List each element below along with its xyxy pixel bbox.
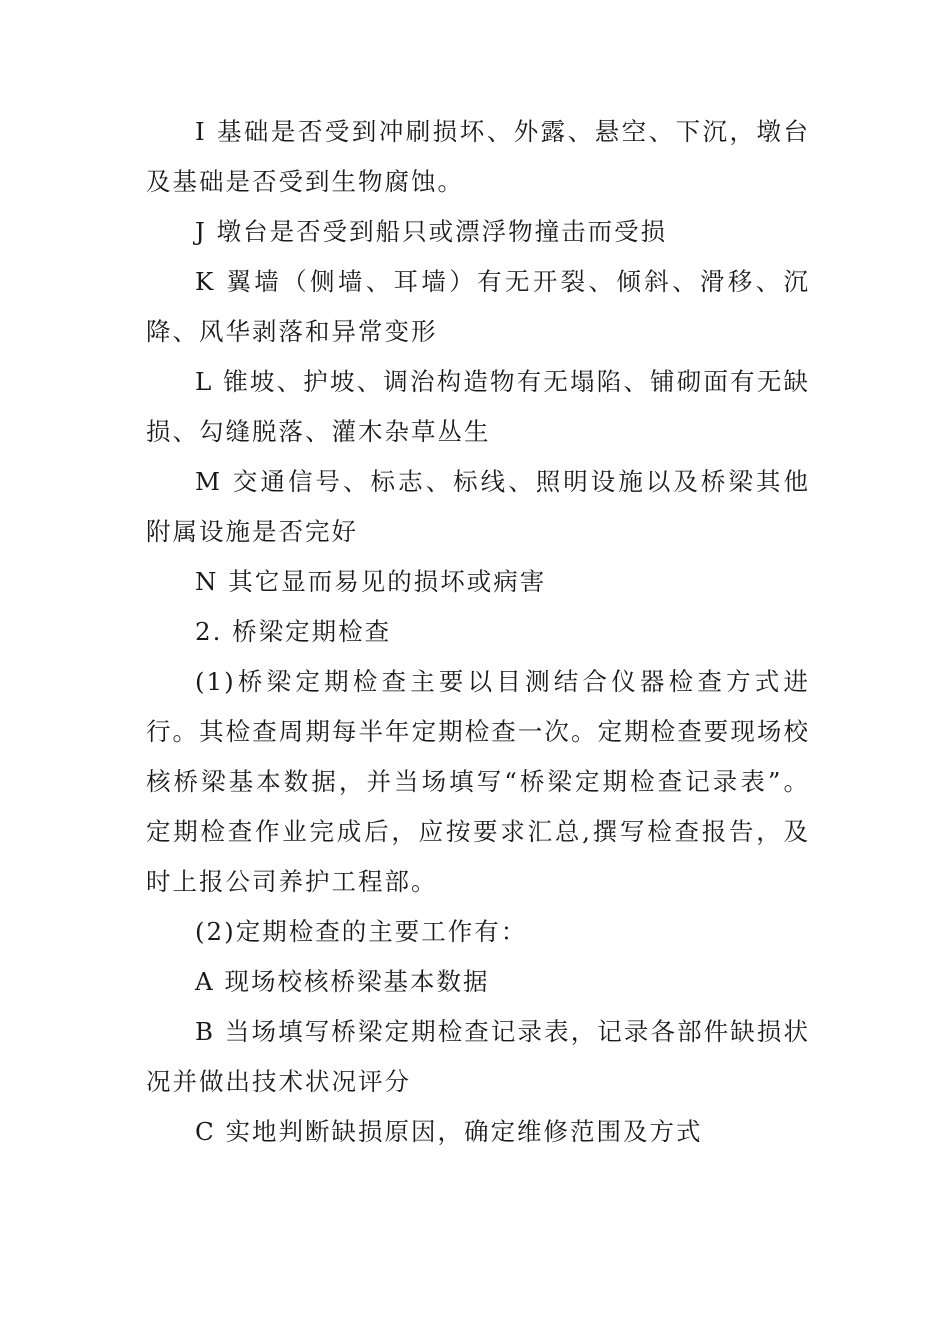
paragraph-item-l: L 锥坡、护坡、调治构造物有无塌陷、铺砌面有无缺损、勾缝脱落、灌木杂草丛生	[146, 367, 810, 446]
paragraph-item-c: C 实地判断缺损原因，确定维修范围及方式	[195, 1117, 703, 1146]
paragraph-main-work-intro: (2)定期检查的主要工作有：	[195, 917, 528, 946]
document-body	[146, 107, 810, 1157]
section-heading-periodic-inspection: 2. 桥梁定期检查	[195, 617, 392, 646]
paragraph-item-b: B 当场填写桥梁定期检查记录表，记录各部件缺损状况并做出技术状况评分	[146, 1017, 810, 1096]
paragraph-item-n: N 其它显而易见的损坏或病害	[195, 567, 547, 596]
paragraph-item-j: J 墩台是否受到船只或漂浮物撞击而受损	[195, 217, 668, 246]
paragraph-item-k: K 翼墙（侧墙、耳墙）有无开裂、倾斜、滑移、沉降、风华剥落和异常变形	[146, 267, 810, 346]
paragraph-item-i: I 基础是否受到冲刷损坏、外露、悬空、下沉，墩台及基础是否受到生物腐蚀。	[146, 117, 810, 196]
paragraph-item-a: A 现场校核桥梁基本数据	[195, 967, 490, 996]
paragraph-item-m: M 交通信号、标志、标线、照明设施以及桥梁其他附属设施是否完好	[146, 467, 810, 546]
paragraph-periodic-inspection-method: (1)桥梁定期检查主要以目测结合仪器检查方式进行。其检查周期每半年定期检查一次。定期检查要现场校核桥梁基本数据，并当场填写“桥梁定期检查记录表”。定期检查作业完成后，应按要求汇总,撰写检查报告，及时上报公司养护工程部。	[146, 667, 810, 896]
